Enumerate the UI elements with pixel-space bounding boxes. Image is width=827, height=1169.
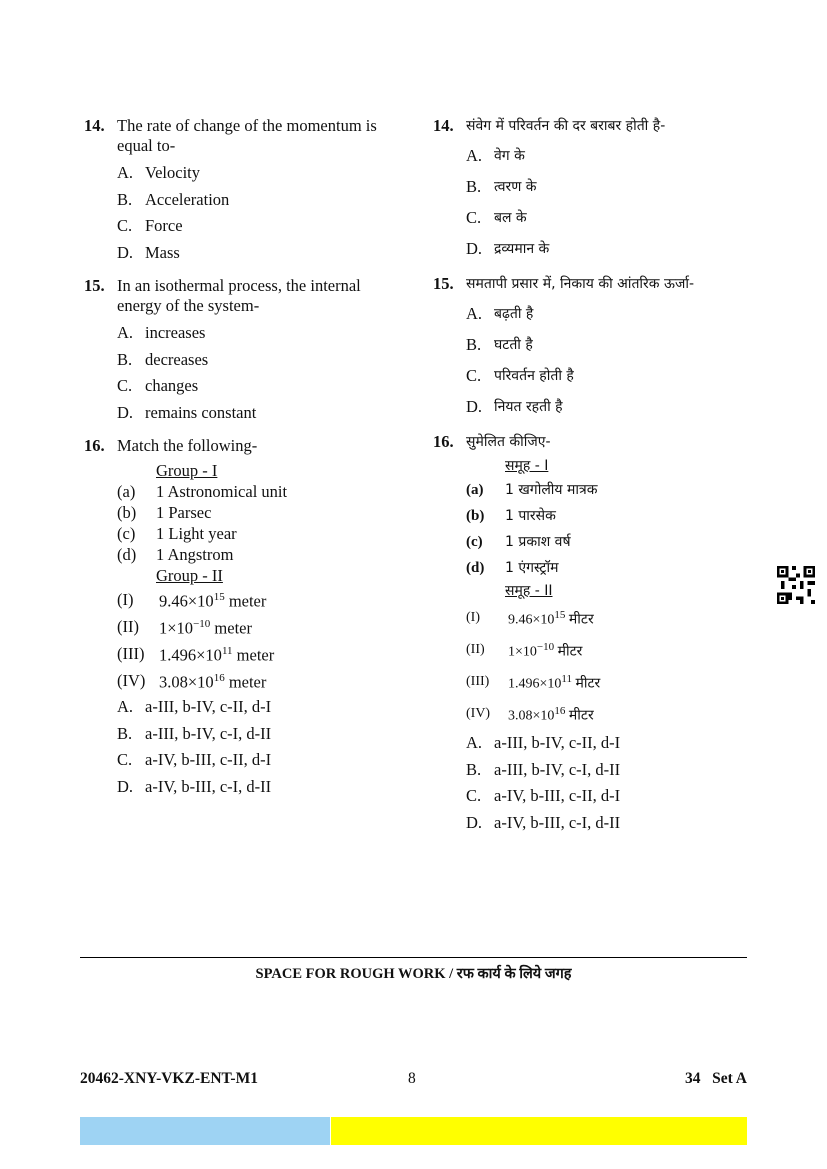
- option: [466, 730, 733, 757]
- match-item: [466, 529, 733, 555]
- option-letter: C.: [466, 207, 482, 227]
- option: [466, 298, 733, 329]
- option: [466, 329, 733, 360]
- quantity-unit: मीटर: [557, 643, 583, 660]
- option: [117, 213, 404, 240]
- match-value: [117, 640, 404, 667]
- match-item: [117, 523, 404, 544]
- option-letter: D.: [466, 238, 483, 258]
- option-letter: A.: [466, 733, 483, 753]
- match-letter: (d): [466, 560, 485, 576]
- option-letter: B.: [466, 176, 482, 196]
- group-i-heading: Group - I: [156, 461, 218, 480]
- match-numeral: (II): [117, 616, 139, 636]
- match-numeral: (IV): [117, 670, 146, 690]
- option: [117, 347, 404, 374]
- question-block: [84, 436, 404, 800]
- qr-code-icon: [776, 566, 816, 604]
- option: [117, 320, 404, 347]
- option-text: नियत रहती है: [494, 398, 563, 415]
- quantity-exponent: 15: [213, 591, 225, 604]
- option-text: a-IV, b-III, c-I, d-II: [145, 776, 272, 796]
- question-block: [84, 276, 404, 426]
- option-letter: A.: [117, 697, 134, 717]
- match-numeral: (I): [117, 589, 134, 609]
- footer-bar-blue: [80, 1117, 330, 1145]
- match-item: [117, 481, 404, 502]
- option: [466, 757, 733, 784]
- match-item: [466, 477, 733, 503]
- option: [466, 171, 733, 202]
- option: [466, 140, 733, 171]
- question: [84, 436, 404, 456]
- option-text: changes: [145, 376, 199, 396]
- option-letter: D.: [466, 812, 483, 832]
- quantity-unit: meter: [228, 672, 267, 692]
- match-quantity: [159, 641, 274, 666]
- question-text: संवेग में परिवर्तन की दर बराबर होती है-: [466, 118, 666, 134]
- option-text: increases: [145, 323, 206, 343]
- quantity-base: 1×10: [508, 644, 537, 660]
- footer-bar-yellow: [331, 1117, 747, 1145]
- match-text: 1 पारसेक: [505, 508, 556, 524]
- quantity-base: 1.496×10: [159, 645, 222, 665]
- option-letter: C.: [117, 216, 133, 236]
- match-value: [117, 586, 404, 613]
- option: [117, 373, 404, 400]
- option-letter: A.: [466, 145, 483, 165]
- option-text: a-III, b-IV, c-II, d-I: [494, 733, 621, 753]
- option: [466, 233, 733, 264]
- option: [117, 187, 404, 214]
- question: [433, 432, 733, 452]
- option-letter: C.: [117, 750, 133, 770]
- question-text: In an isothermal process, the internal energy of the system-: [117, 276, 361, 315]
- option-text: द्रव्यमान के: [494, 240, 550, 257]
- option-text: वेग के: [494, 147, 525, 164]
- hindi-column: [433, 116, 733, 846]
- question: [433, 116, 733, 136]
- quantity-exponent: 11: [221, 645, 233, 658]
- option-letter: A.: [117, 323, 134, 343]
- quantity-exponent: 16: [213, 672, 225, 685]
- option: [117, 774, 404, 801]
- option-text: घटती है: [494, 336, 533, 353]
- set-label: 34 Set A: [685, 1070, 747, 1087]
- match-letter: (c): [117, 524, 136, 543]
- match-quantity: [508, 701, 594, 727]
- question-block: [433, 274, 733, 422]
- option-letter: D.: [117, 776, 134, 796]
- match-text: 1 Light year: [156, 524, 237, 543]
- question: [84, 276, 404, 316]
- match-letter: (a): [466, 482, 484, 498]
- match-text: 1 Parsec: [156, 503, 212, 522]
- option-text: Mass: [145, 242, 180, 262]
- match-item: [466, 503, 733, 529]
- quantity-exponent: 11: [561, 673, 572, 686]
- match-text: 1 प्रकाश वर्ष: [505, 534, 571, 550]
- match-quantity: [159, 614, 252, 639]
- match-letter: (a): [117, 482, 136, 501]
- question-text: The rate of change of the momentum is equal to-: [117, 116, 377, 155]
- question-text: समतापी प्रसार में, निकाय की आंतरिक ऊर्जा-: [466, 276, 695, 292]
- option-text: decreases: [145, 349, 209, 369]
- quantity-base: 9.46×10: [508, 612, 555, 628]
- question-block: [84, 116, 404, 266]
- option-text: a-IV, b-III, c-II, d-I: [494, 786, 621, 806]
- option-letter: A.: [466, 303, 483, 323]
- quantity-unit: meter: [236, 645, 275, 665]
- option-letter: D.: [117, 242, 134, 262]
- option-text: Force: [145, 216, 183, 236]
- quantity-unit: मीटर: [568, 707, 594, 724]
- match-numeral: (I): [466, 610, 480, 625]
- option-letter: C.: [466, 786, 482, 806]
- option: [117, 747, 404, 774]
- match-value: [466, 634, 733, 666]
- match-value: [466, 602, 733, 634]
- option-text: a-III, b-IV, c-I, d-II: [145, 723, 272, 743]
- quantity-exponent: 16: [554, 705, 566, 718]
- quantity-unit: मीटर: [568, 611, 594, 628]
- english-column: [84, 116, 404, 810]
- option: [466, 783, 733, 810]
- match-letter: (b): [117, 503, 137, 522]
- question-number: 15.: [84, 276, 105, 295]
- group-i-heading: समूह - I: [505, 458, 549, 474]
- quantity-unit: meter: [214, 618, 252, 638]
- match-text: 1 Angstrom: [156, 545, 234, 564]
- match-text: 1 एंगस्ट्रॉम: [505, 560, 559, 576]
- option-text: बल के: [494, 209, 527, 226]
- match-value: [466, 666, 733, 698]
- group-ii-heading: Group - II: [156, 566, 223, 585]
- option-letter: B.: [466, 334, 482, 354]
- match-item: [466, 555, 733, 581]
- quantity-unit: meter: [228, 591, 267, 611]
- quantity-exponent: 15: [554, 609, 566, 622]
- option-letter: C.: [466, 365, 482, 385]
- option: [466, 202, 733, 233]
- match-quantity: [159, 587, 266, 612]
- page-number: 8: [408, 1070, 416, 1087]
- option: [466, 360, 733, 391]
- question: [433, 274, 733, 294]
- option-text: a-III, b-IV, c-I, d-II: [494, 759, 621, 779]
- option-text: remains constant: [145, 402, 257, 422]
- match-item: [117, 544, 404, 565]
- option-text: a-IV, b-III, c-II, d-I: [145, 750, 272, 770]
- option: [117, 160, 404, 187]
- match-numeral: (III): [466, 674, 490, 689]
- question-number: 14.: [84, 116, 105, 135]
- option-text: त्वरण के: [494, 178, 537, 195]
- question: [84, 116, 404, 156]
- quantity-exponent: −10: [536, 641, 555, 654]
- match-text: 1 Astronomical unit: [156, 482, 288, 501]
- rough-work-divider: [80, 957, 747, 958]
- quantity-base: 9.46×10: [159, 591, 214, 611]
- match-numeral: (II): [466, 642, 485, 657]
- option-letter: B.: [466, 759, 482, 779]
- match-item: [117, 502, 404, 523]
- paper-code: 20462-XNY-VKZ-ENT-M1: [80, 1070, 258, 1087]
- question-number: 15.: [433, 274, 454, 293]
- quantity-base: 1×10: [159, 618, 194, 638]
- match-value: [466, 698, 733, 730]
- match-value: [117, 613, 404, 640]
- quantity-base: 3.08×10: [508, 708, 555, 724]
- option-letter: C.: [117, 376, 133, 396]
- option-letter: A.: [117, 163, 134, 183]
- match-quantity: [159, 668, 266, 693]
- match-text: 1 खगोलीय मात्रक: [505, 482, 598, 498]
- option-letter: D.: [117, 402, 134, 422]
- option: [466, 391, 733, 422]
- option-text: Acceleration: [145, 189, 230, 209]
- option-text: परिवर्तन होती है: [494, 367, 574, 384]
- option: [117, 721, 404, 748]
- option-text: बढ़ती है: [494, 305, 534, 322]
- option: [117, 240, 404, 267]
- question-block: [433, 116, 733, 264]
- option-text: a-III, b-IV, c-II, d-I: [145, 697, 272, 717]
- option: [117, 400, 404, 427]
- match-numeral: (IV): [466, 706, 491, 721]
- quantity-exponent: −10: [193, 618, 211, 631]
- match-letter: (d): [117, 545, 137, 564]
- match-numeral: (III): [117, 643, 145, 663]
- match-quantity: [508, 669, 600, 695]
- match-value: [117, 667, 404, 694]
- question-text: Match the following-: [117, 436, 258, 455]
- option-letter: B.: [117, 349, 133, 369]
- question-number: 14.: [433, 116, 454, 135]
- option-text: a-IV, b-III, c-I, d-II: [494, 812, 621, 832]
- option-text: Velocity: [145, 163, 200, 183]
- match-quantity: [508, 637, 582, 663]
- rough-work-label: SPACE FOR ROUGH WORK / रफ कार्य के लिये जगह: [255, 966, 572, 982]
- match-letter: (b): [466, 508, 485, 524]
- quantity-unit: मीटर: [575, 675, 601, 692]
- group-ii-heading: समूह - II: [505, 583, 553, 599]
- option: [117, 694, 404, 721]
- question-text: सुमेलित कीजिए-: [466, 434, 551, 450]
- quantity-base: 1.496×10: [508, 676, 562, 692]
- match-letter: (c): [466, 534, 483, 550]
- question-number: 16.: [84, 436, 105, 455]
- question-block: [433, 432, 733, 836]
- option: [466, 810, 733, 837]
- option-letter: D.: [466, 396, 483, 416]
- question-number: 16.: [433, 432, 454, 451]
- option-letter: B.: [117, 723, 133, 743]
- option-letter: B.: [117, 189, 133, 209]
- quantity-base: 3.08×10: [159, 672, 214, 692]
- match-quantity: [508, 605, 594, 631]
